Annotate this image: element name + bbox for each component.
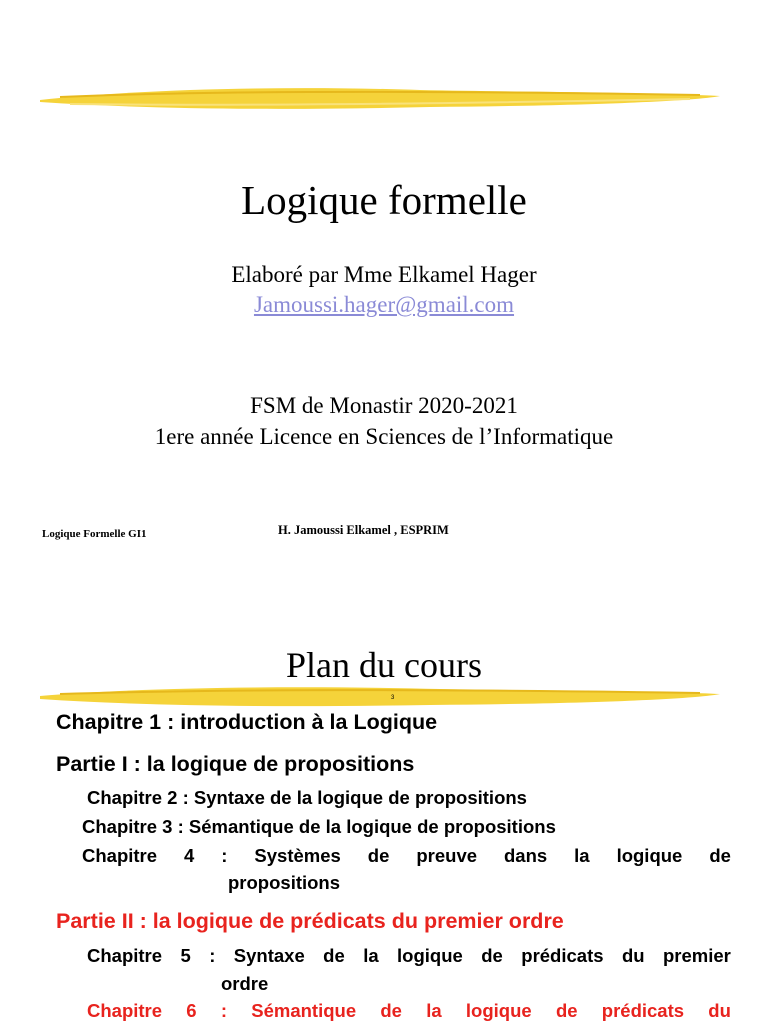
email-link[interactable]: Jamoussi.hager@gmail.com xyxy=(253,292,515,317)
chapter-5-continuation: ordre xyxy=(221,973,269,994)
word: la xyxy=(363,945,379,966)
institution-line: FSM de Monastir 2020-2021 xyxy=(250,393,518,418)
brush-stroke-decoration xyxy=(0,680,768,714)
word: du xyxy=(708,1000,731,1021)
chapter-4 xyxy=(82,845,731,867)
word: : xyxy=(220,1000,228,1021)
part-1: Partie I : la logique de propositions xyxy=(56,752,415,776)
program-line: 1ere année Licence en Sciences de l’Informatique xyxy=(154,424,614,449)
word: la xyxy=(426,1000,442,1021)
part-2: Partie II : la logique de prédicats du premier ordre xyxy=(56,909,564,933)
plan-slide xyxy=(0,620,768,1024)
footer-author: H. Jamoussi Elkamel , ESPRIM xyxy=(278,523,449,537)
presentation-title: Logique formelle xyxy=(241,177,527,223)
word: prédicats xyxy=(601,1000,685,1021)
word: de xyxy=(380,1000,402,1021)
word: : xyxy=(209,945,216,966)
chapter-2: Chapitre 2 : Syntaxe de la logique de propositions xyxy=(87,787,527,808)
word: de xyxy=(555,1000,578,1021)
brush-stroke-decoration xyxy=(0,80,768,120)
word: 5 xyxy=(180,945,191,966)
word: Chapitre xyxy=(87,945,163,966)
word: de xyxy=(323,945,345,966)
word: prédicats xyxy=(521,945,604,966)
footer-course-name: Logique Formelle GI1 xyxy=(42,528,147,540)
word: Syntaxe xyxy=(233,945,305,966)
word: logique xyxy=(616,845,683,866)
author-line: Elaboré par Mme Elkamel Hager xyxy=(231,262,537,287)
word: logique xyxy=(465,1000,532,1021)
word: 4 xyxy=(184,845,195,866)
word: preuve xyxy=(416,845,478,866)
word: de xyxy=(367,845,390,866)
word: de xyxy=(709,845,731,866)
word: Systèmes xyxy=(254,845,341,866)
chapter-4-continuation: propositions xyxy=(228,872,341,893)
slide-number: 3 xyxy=(391,695,395,701)
word: Sémantique xyxy=(251,1000,357,1021)
word: logique xyxy=(397,945,463,966)
word: la xyxy=(574,845,590,866)
chapter-1: Chapitre 1 : introduction à la Logique xyxy=(56,710,438,734)
word: Chapitre xyxy=(82,845,158,866)
chapter-5 xyxy=(87,945,731,967)
word: du xyxy=(621,945,645,966)
word: de xyxy=(481,945,503,966)
chapter-3: Chapitre 3 : Sémantique de la logique de propositions xyxy=(82,816,556,837)
word: dans xyxy=(504,845,548,866)
word: : xyxy=(221,845,228,866)
chapter-6 xyxy=(87,1000,731,1022)
word: premier xyxy=(662,945,731,966)
plan-title: Plan du cours xyxy=(286,645,482,685)
word: 6 xyxy=(186,1000,197,1021)
word: Chapitre xyxy=(87,1000,163,1021)
